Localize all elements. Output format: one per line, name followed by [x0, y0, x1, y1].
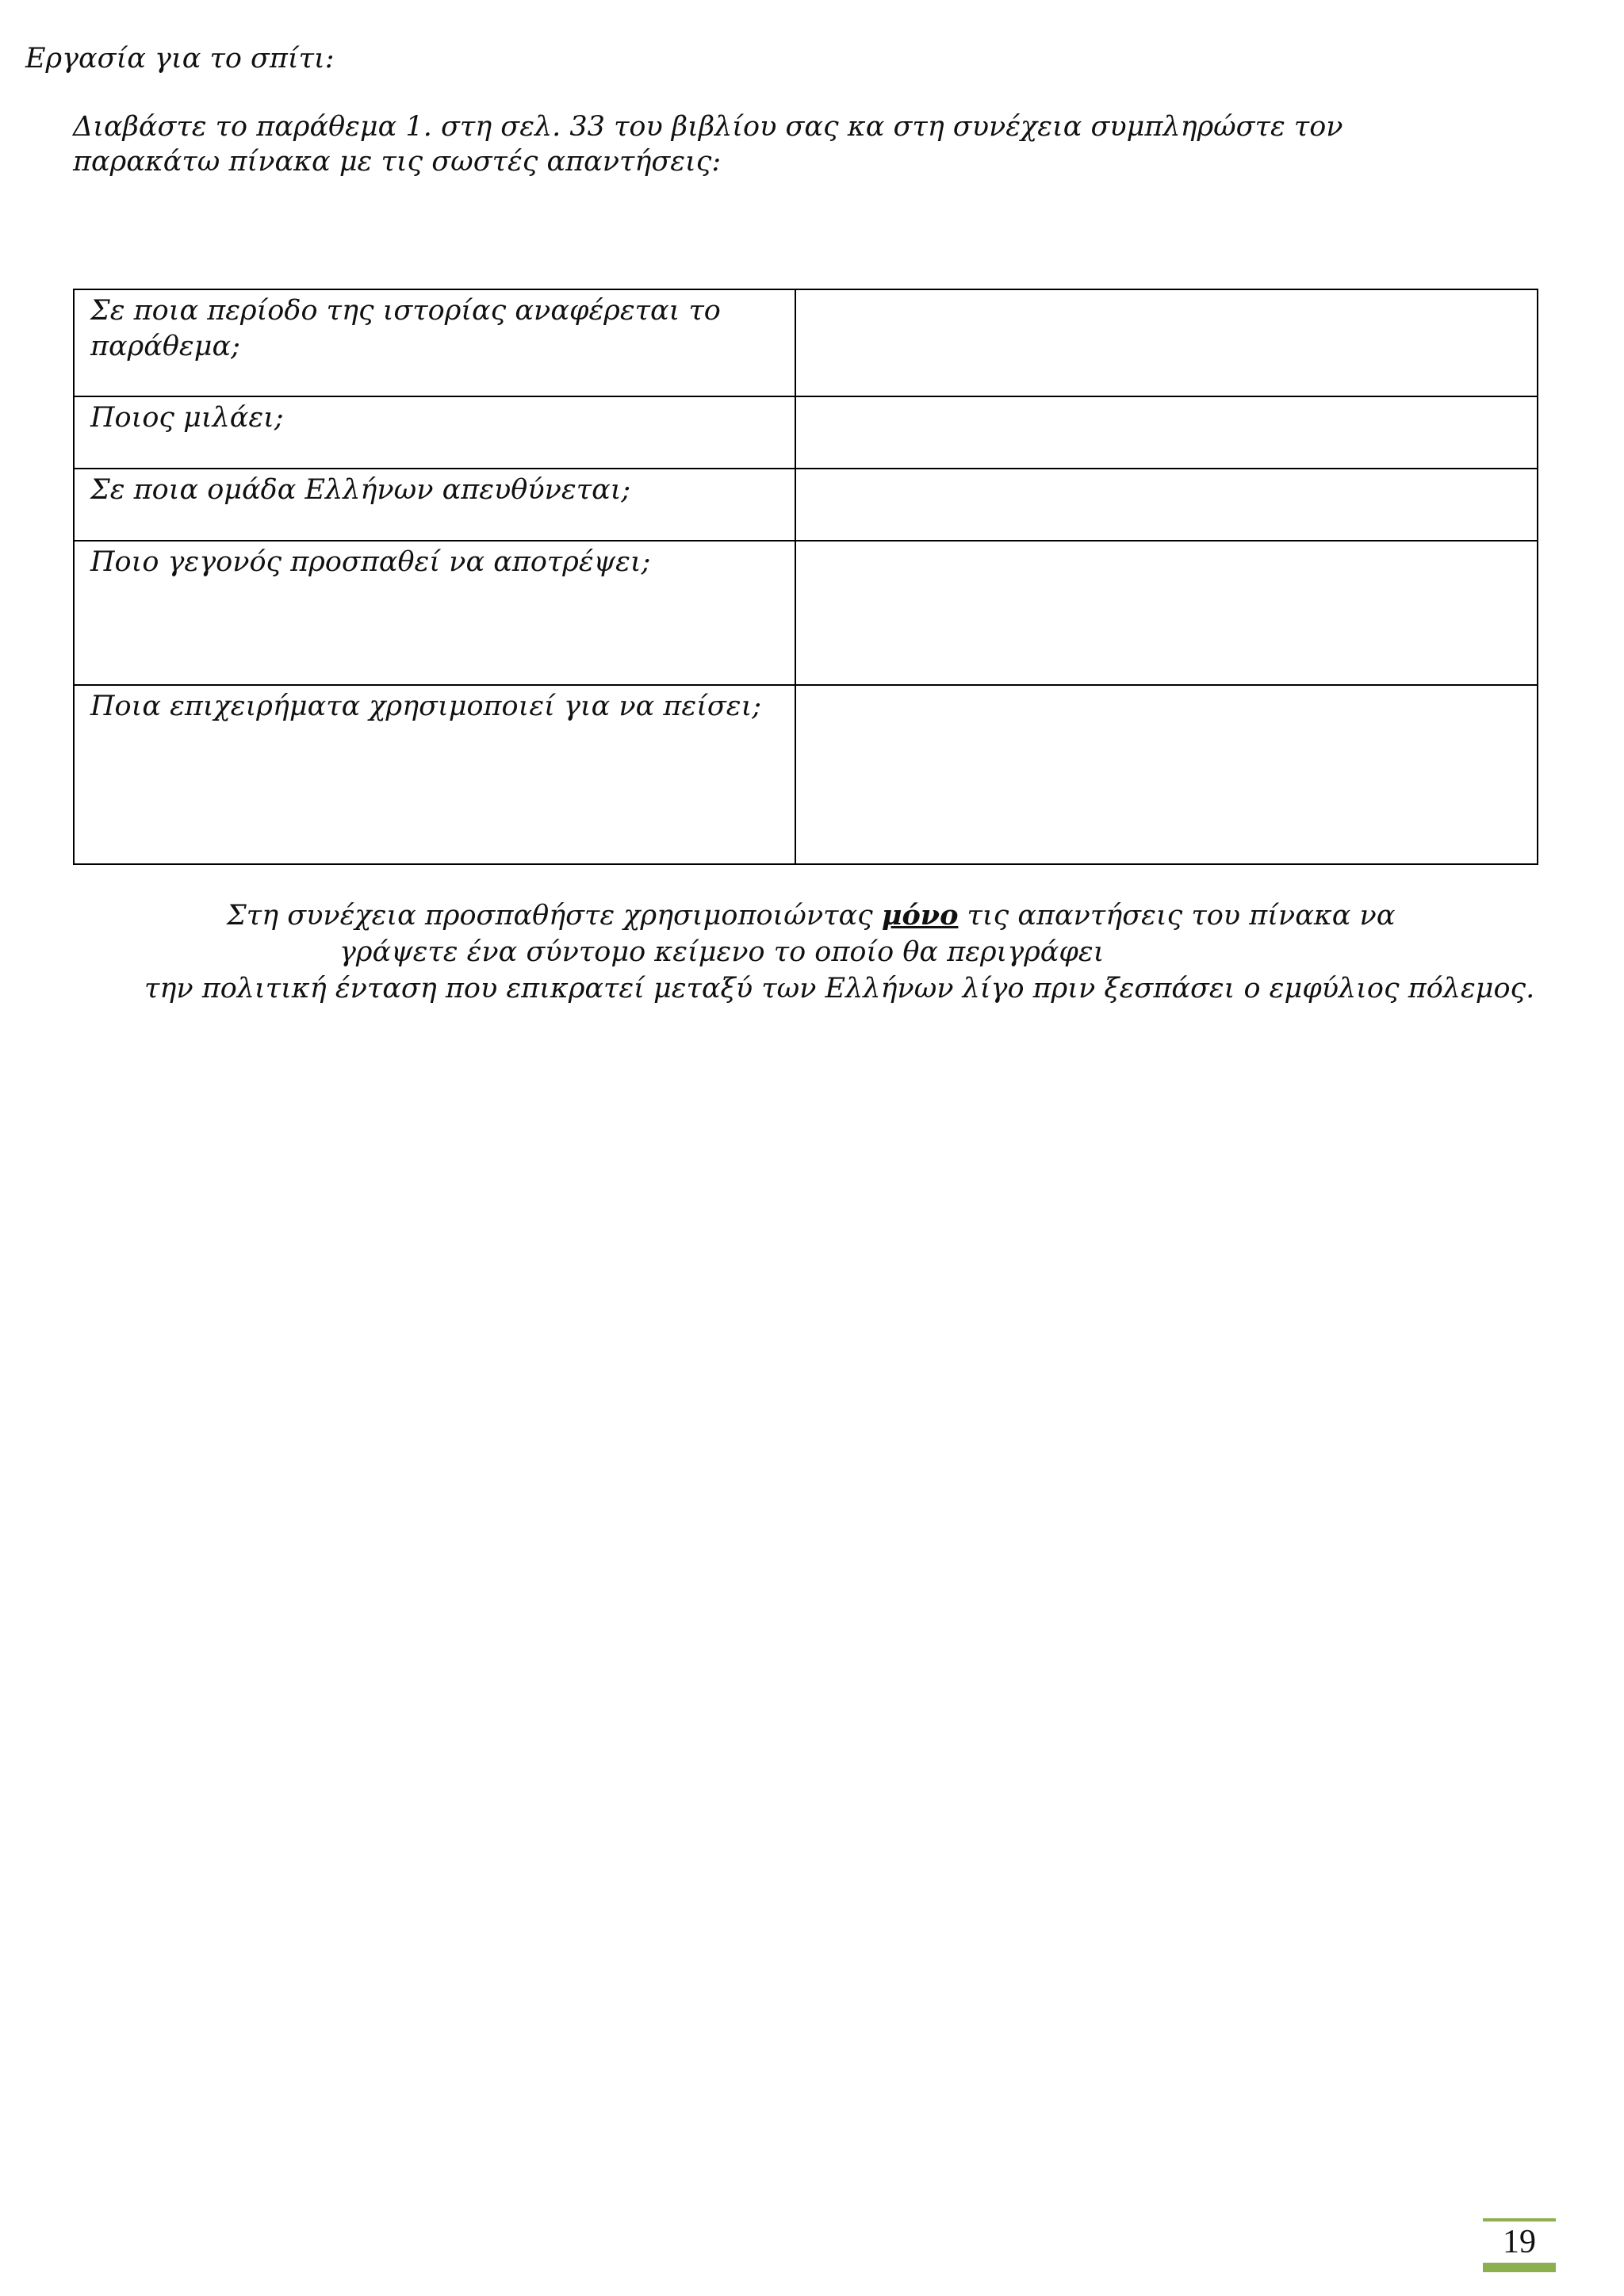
page-heading: Εργασία για το σπίτι: — [25, 43, 335, 75]
table-row — [74, 289, 1538, 396]
closing-line-1-after: τις απαντήσεις του πίνακα να — [958, 900, 1396, 932]
answer-cell-arguments[interactable] — [795, 685, 1538, 864]
closing-line-1-before: Στη συνέχεια προσπαθήστε χρησιμοποιώντας — [227, 900, 882, 932]
page-number: 19 — [1483, 2218, 1556, 2272]
closing-line-3: την πολιτική ένταση που επικρατεί μεταξύ των Ελλήνων λίγο πριν ξεσπάσει ο εμφύλιος πόλεμος. — [144, 973, 1535, 1004]
table-row — [74, 541, 1538, 685]
instructions — [73, 109, 1421, 179]
table-row — [74, 685, 1538, 864]
table-row — [74, 469, 1538, 541]
question-cell-event: Ποιο γεγονός προσπαθεί να αποτρέψει; — [74, 541, 795, 685]
closing-line-1 — [0, 897, 1624, 934]
answer-cell-period[interactable] — [795, 289, 1538, 396]
question-answer-table — [73, 289, 1538, 865]
question-cell-audience: Σε ποια ομάδα Ελλήνων απευθύνεται; — [74, 469, 795, 541]
answer-cell-event[interactable] — [795, 541, 1538, 685]
table-row — [74, 396, 1538, 469]
question-cell-arguments: Ποια επιχειρήματα χρησιμοποιεί για να πείσει; — [74, 685, 795, 864]
question-cell-speaker: Ποιος μιλάει; — [74, 396, 795, 469]
instructions-line-1: Διαβάστε το παράθεμα 1. στη σελ. 33 του βιβλίου σας κα στη συνέχεια συμπληρώστε τον — [73, 111, 1343, 143]
answer-cell-audience[interactable] — [795, 469, 1538, 541]
closing-line-2: γράψετε ένα σύντομο κείμενο το οποίο θα περιγράφει — [339, 936, 1105, 968]
instructions-line-2: παρακάτω πίνακα με τις σωστές απαντήσεις: — [73, 146, 722, 178]
answer-cell-speaker[interactable] — [795, 396, 1538, 469]
closing-instructions — [0, 897, 1624, 1007]
closing-emphasis: μόνο — [881, 899, 959, 932]
question-cell-period: Σε ποια περίοδο της ιστορίας αναφέρεται το παράθεμα; — [74, 289, 795, 396]
